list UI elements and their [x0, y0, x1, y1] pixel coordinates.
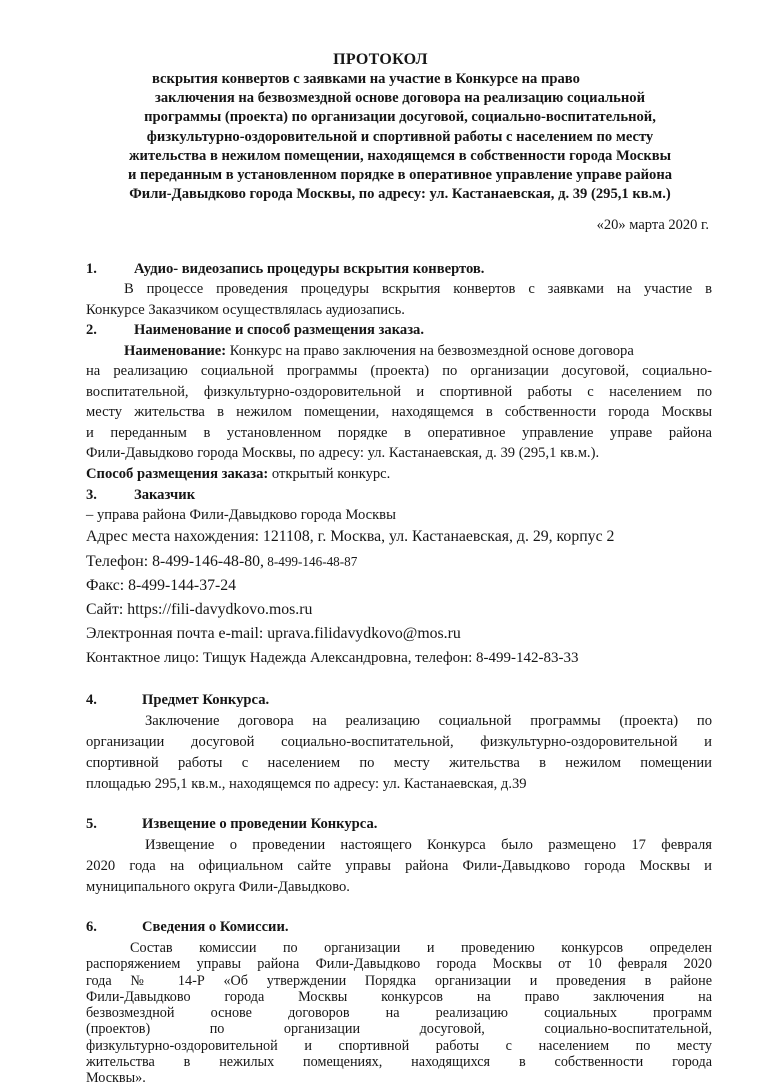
- subtitle-line: Фили-Давыдково города Москвы, по адресу: ул. Кастанаевская, д. 39 (295,1 кв.м.): [129, 186, 671, 203]
- paragraph-line: Москвы».: [86, 1070, 146, 1086]
- section-number: 1.: [86, 261, 97, 277]
- customer-contact: Контактное лицо: Тищук Надежда Александровна, телефон: 8-499-142-83-33: [86, 650, 579, 666]
- paragraph-line: года № 14-Р «Об утверждении Порядка организации и проведения в районе: [86, 972, 712, 989]
- subtitle-line: физкультурно-оздоровительной и спортивной работы с населением по месту: [146, 128, 654, 145]
- paragraph-line: Конкурсе Заказчиком осуществлялась аудиозапись.: [86, 302, 405, 318]
- subtitle-line: программы (проекта) по организации досуговой, социально-воспитательной,: [144, 109, 656, 126]
- section-heading: Сведения о Комиссии.: [142, 919, 289, 935]
- document-title: ПРОТОКОЛ: [333, 51, 428, 68]
- section-number: 3.: [86, 487, 97, 503]
- section-heading: Наименование и способ размещения заказа.: [134, 322, 425, 338]
- paragraph-line: В процессе проведения процедуры вскрытия конвертов с заявками на участие в: [124, 281, 712, 297]
- subtitle-line: и переданным в установленном порядке в оперативное управление управе района: [127, 167, 673, 184]
- name-text: Конкурс на право заключения на безвозмездной основе договора: [226, 343, 634, 359]
- section-number: 5.: [86, 816, 97, 832]
- section-heading: Аудио- видеозапись процедуры вскрытия конвертов.: [134, 261, 485, 277]
- document-subtitle: [80, 70, 720, 204]
- method-label: Способ размещения заказа:: [86, 466, 269, 482]
- section-number: 6.: [86, 919, 97, 935]
- section-number: 2.: [86, 322, 97, 338]
- paragraph-line: 2020 года на официальном сайте управы района Фили-Давыдково города Москвы и: [86, 858, 712, 874]
- document-date: «20» марта 2020 г.: [596, 217, 709, 233]
- phone-label: Телефон: 8-499-146-48-80,: [86, 553, 264, 570]
- paragraph-line: физкультурно-оздоровительной и спортивной работы с населением по месту: [86, 1037, 712, 1054]
- paragraph-line: месту жительства в нежилом помещении, находящемся в собственности города Москвы: [86, 404, 712, 420]
- paragraph-line: [124, 343, 634, 360]
- paragraph-line: Извещение о проведении настоящего Конкурса было размещено 17 февраля: [145, 837, 712, 853]
- customer-address: Адрес места нахождения: 121108, г. Москва, ул. Кастанаевская, д. 29, корпус 2: [86, 528, 615, 545]
- section-heading: Извещение о проведении Конкурса.: [142, 816, 378, 832]
- section-number: 4.: [86, 692, 97, 708]
- phone-extra: 8-499-146-48-87: [263, 554, 358, 569]
- section-heading: Предмет Конкурса.: [142, 692, 270, 708]
- subtitle-line: заключения на безвозмездной основе договора на реализацию социальной: [154, 90, 646, 107]
- paragraph-line: на реализацию социальной программы (проекта) по организации досуговой, социально-: [86, 363, 712, 379]
- paragraph-line: Состав комиссии по организации и проведению конкурсов определен: [130, 940, 712, 956]
- subtitle-line: жительства в нежилом помещении, находящемся в собственности города Москвы: [128, 147, 672, 164]
- paragraph-line: площадью 295,1 кв.м., находящемся по адресу: ул. Кастанаевская, д.39: [86, 776, 527, 792]
- paragraph-line: организации досуговой социально-воспитательной, физкультурно-оздоровительной и: [86, 734, 712, 750]
- paragraph-line: распоряжением управы района Фили-Давыдково города Москвы от 10 февраля 2020: [86, 956, 712, 973]
- method-value: открытый конкурс.: [268, 466, 391, 482]
- paragraph-line: Фили-Давыдково города Москвы конкурсов на право заключения на: [86, 988, 712, 1005]
- name-label: Наименование:: [124, 343, 227, 359]
- paragraph-line: воспитательной, физкультурно-оздоровительной и спортивной работы с населением по: [86, 384, 712, 400]
- section-heading: Заказчик: [134, 487, 196, 503]
- paragraph-line: спортивной работы с населением по месту жительства в нежилом помещении: [86, 755, 712, 771]
- order-method: [86, 466, 390, 483]
- paragraph-line: (проектов) по организации досуговой, социально-воспитательной,: [86, 1021, 712, 1038]
- customer-fax: Факс: 8-499-144-37-24: [86, 577, 237, 594]
- paragraph-line: Заключение договора на реализацию социальной программы (проекта) по: [145, 713, 712, 729]
- paragraph-line: Фили-Давыдково города Москвы, по адресу: ул. Кастанаевская, д. 39 (295,1 кв.м.).: [86, 445, 600, 461]
- customer-phone: [86, 553, 357, 571]
- paragraph-line: и переданным в установленном порядке в оперативное управление управе района: [86, 425, 712, 441]
- customer-line: – управа района Фили-Давыдково города Москвы: [86, 507, 396, 523]
- paragraph-line: безвозмездной основе договоров на реализацию социальных программ: [86, 1005, 712, 1021]
- customer-email: Электронная почта e-mail: uprava.filidavydkovo@mos.ru: [86, 625, 461, 642]
- paragraph-line: муниципального округа Фили-Давыдково.: [86, 879, 350, 895]
- customer-website: Сайт: https://fili-davydkovo.mos.ru: [86, 601, 313, 618]
- subtitle-line: вскрытия конвертов с заявками на участие в Конкурсе на право: [152, 71, 580, 87]
- paragraph-line: жительства в нежилых помещениях, находящихся в собственности города: [86, 1053, 712, 1070]
